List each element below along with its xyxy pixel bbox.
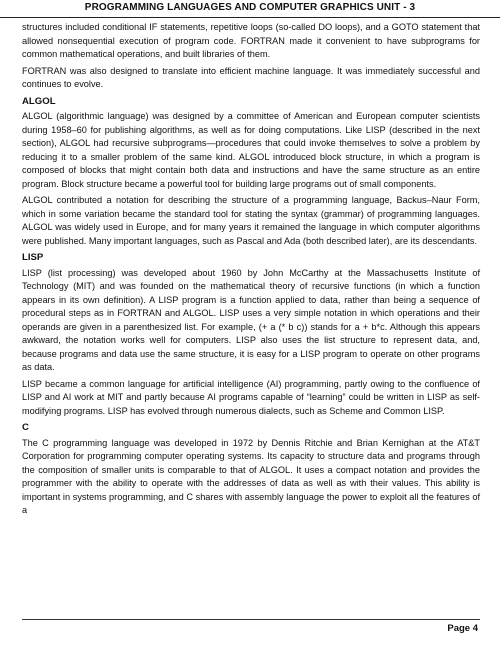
- section-heading-c: C: [22, 422, 29, 433]
- footer-divider: [22, 619, 480, 620]
- paragraph: The C programming language was developed in 1972 by Dennis Ritchie and Brian Kernighan at the AT&T Corporation for programming computer operating systems. Its capacity to structure data and programs through the composition of smaller units is comparable to that of ALGOL. It uses a compact notation and provides the programmer with the ability to operate with the addresses of data as well as with their values. This ability is important in systems programming, and C shares with assembly language the power to exploit all the features of a: [22, 437, 480, 515]
- section-heading-algol: ALGOL: [22, 95, 56, 107]
- paragraph: FORTRAN was also designed to translate into efficient machine language. It was immediately successful and continues to evolve.: [22, 65, 480, 89]
- paragraph: LISP became a common language for artificial intelligence (AI) programming, partly owing to the confluence of LISP and AI work at MIT and partly because AI programs capable of “learning” could be written in LISP as self-modifying programs. LISP has evolved through numerous dialects, such as Scheme and Common LISP.: [22, 378, 480, 416]
- paragraph: ALGOL contributed a notation for describing the structure of a programming language, Backus–Naur Form, which in some variation became the standard tool for stating the syntax (grammar) of programming languages. ALGOL was widely used in Europe, and for many years it remained the language in which computer algorithms were published. Many important languages, such as Pascal and Ada (both described later), are its descendants.: [22, 195, 480, 246]
- document-body: [22, 21, 480, 521]
- paragraph: structures included conditional IF statements, repetitive loops (so-called DO loops), and a GOTO statement that allowed nonsequential execution of program code. FORTRAN made it convenient to have subprograms for common mathematical operations, and built libraries of them.: [22, 22, 480, 59]
- paragraph: LISP (list processing) was developed about 1960 by John McCarthy at the Massachusetts Institute of Technology (MIT) and was founded on the mathematical theory of recursive functions (in which a function appears in its own definition). A LISP program is a function applied to data, rather than being a sequence of procedural steps as in FORTRAN and ALGOL. LISP uses a very simple notation in which operations and their operands are given in a parenthesized list. For example, (+ a (* b c)) stands for a + b*c. Although this appears awkward, the notation works well for computers. LISP also uses the list structure to represent data, and, because programs and data use the same structure, it is easy for a LISP program to operate on other programs as data.: [22, 267, 480, 372]
- page-header: PROGRAMMING LANGUAGES AND COMPUTER GRAPHICS UNIT - 3: [0, 0, 500, 18]
- page-number: Page 4: [447, 623, 478, 634]
- section-heading-lisp: LISP: [22, 252, 44, 263]
- paragraph: ALGOL (algorithmic language) was designed by a committee of American and European computer scientists during 1958–60 for publishing algorithms, as well as for doing computations. Like LISP (described in the next section), ALGOL had recursive subprograms—procedures that could invoke themselves to solve a problem by reducing it to a smaller problem of the same kind. ALGOL introduced block structure, in which a program is composed of blocks that might contain both data and instructions and have the same structure as an entire program. Block structure became a powerful tool for building large programs out of small components.: [22, 111, 480, 189]
